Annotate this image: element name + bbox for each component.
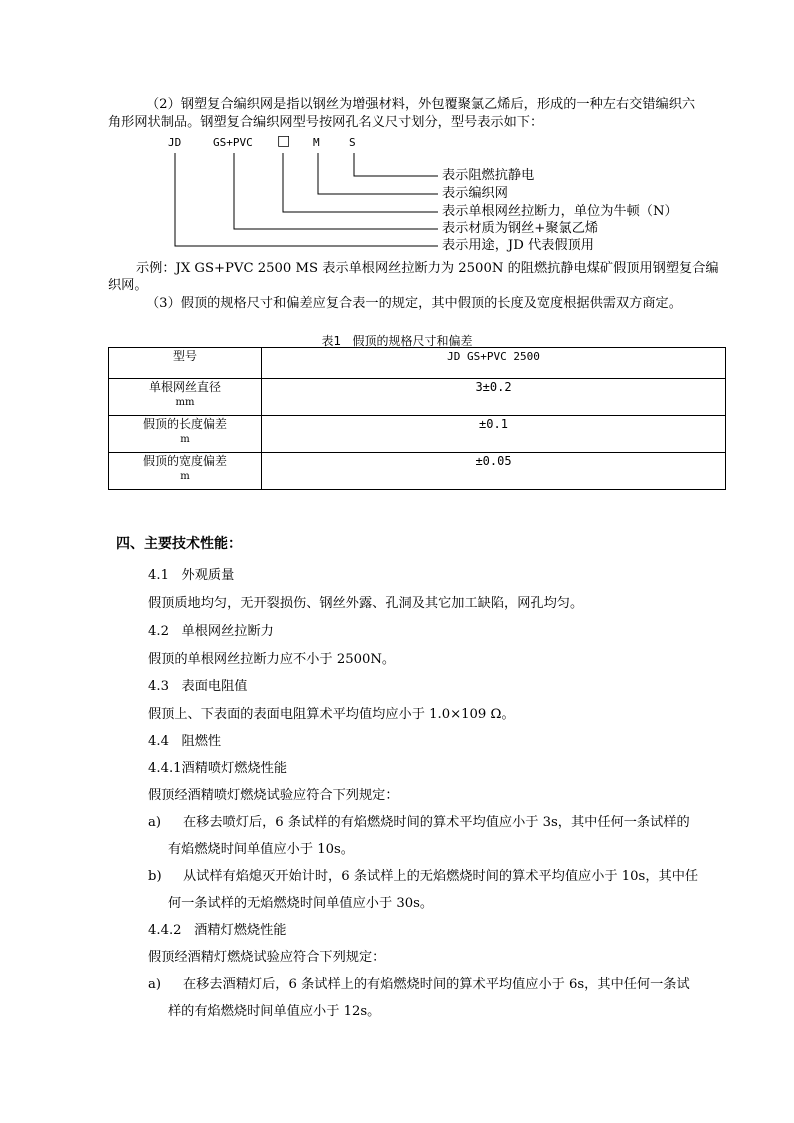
table-caption: 表1 假顶的规格尺寸和偏差 [321,334,473,348]
leader-s [354,153,438,176]
s42-title: 4.2 单根网丝拉断力 [148,624,274,639]
s441-a-marker: a) [148,815,162,830]
section-4-title: 四、主要技术性能： [116,536,242,552]
model-code-size-box: □ [277,133,291,149]
model-code-material: GS+PVC [213,136,253,149]
s441-b-line-2: 何一条试样的无焰燃烧时间单值应小于 30s。 [168,896,434,911]
leader-m [318,153,438,194]
row-label: 假顶的长度偏差 [142,417,227,431]
s43-title: 4.3 表面电阻值 [148,679,248,694]
legend-m: 表示编织网 [442,186,508,201]
example-line-1: 示例：JX GS+PVC 2500 MS 表示单根网丝拉断力为 2500N 的阻燃抗静电煤矿假顶用钢塑复合编 [136,261,719,276]
s441-a-line-1: 在移去喷灯后，6 条试样的有焰燃烧时间的算术平均值应小于 3s，其中任何一条试样的 [183,815,690,830]
s442-a-marker: a) [148,977,162,992]
s441-a-line-2: 有焰燃烧时间单值应小于 10s。 [168,842,354,857]
row-label: 单根网丝直径 [148,380,221,394]
s442-title: 4.4.2 酒精灯燃烧性能 [148,923,287,938]
s441-b-line-1: 从试样有焰熄灭开始计时，6 条试样上的无焰燃烧时间的算术平均值应小于 10s，其中任 [183,869,699,884]
row-value: ±0.05 [262,453,726,490]
model-code-m: M [313,136,320,149]
legend-material: 表示材质为钢丝+聚氯乙烯 [442,221,599,236]
leader-material [234,153,438,229]
item-3: （3）假顶的规格尺寸和偏差应复合表一的规定，其中假顶的长度及宽度根据供需双方商定。 [146,296,682,311]
row-value: ±0.1 [262,416,726,453]
s41-title: 4.1 外观质量 [148,568,235,583]
table-row [109,379,726,416]
row-unit: m [180,471,190,482]
example-line-2: 织网。 [108,278,148,293]
s442-a-line-2: 样的有焰燃烧时间单值应小于 12s。 [168,1004,381,1019]
row-unit: mm [175,397,195,408]
s441-b-marker: b) [148,869,162,884]
leader-box [283,153,438,212]
s441-intro: 假顶经酒精喷灯燃烧试验应符合下列规定： [148,788,399,803]
leader-jd [175,153,438,246]
s441-title: 4.4.1酒精喷灯燃烧性能 [148,761,288,776]
intro-line-2: 角形网状制品。钢塑复合编织网型号按网孔名义尺寸划分，型号表示如下： [108,115,544,130]
table-row-label-cell [109,416,262,453]
legend-jd: 表示用途，JD 代表假顶用 [442,238,594,253]
legend-s: 表示阻燃抗静电 [442,168,535,183]
s42-text: 假顶的单根网丝拉断力应不小于 2500N。 [148,652,396,667]
table-row [109,453,726,490]
s442-a-line-1: 在移去酒精灯后，6 条试样上的有焰燃烧时间的算术平均值应小于 6s，其中任何一条试 [183,977,690,992]
row-label: 假顶的宽度偏差 [142,454,227,468]
table-header-value: JD GS+PVC 2500 [262,348,726,379]
legend-box: 表示单根网丝拉断力，单位为牛顿（N） [442,204,678,219]
s442-intro: 假顶经酒精灯燃烧试验应符合下列规定： [148,950,386,965]
table-header-row [109,348,726,379]
s43-text: 假顶上、下表面的表面电阻算术平均值均应小于 1.0×109 Ω。 [148,707,515,722]
table-row-label-cell [109,453,262,490]
model-code-s: S [349,136,356,149]
spec-table [108,347,726,490]
row-value: 3±0.2 [262,379,726,416]
s41-text: 假顶质地均匀，无开裂损伤、钢丝外露、孔洞及其它加工缺陷，网孔均匀。 [148,596,584,611]
table-header-label: 型号 [109,348,262,379]
model-code-jd: JD [168,136,182,149]
intro-line-1: （2）钢塑复合编织网是指以钢丝为增强材料，外包覆聚氯乙烯后，形成的一种左右交错编织六 [146,97,696,112]
table-row-label-cell [109,379,262,416]
model-code-diagram [0,0,794,300]
s44-title: 4.4 阻燃性 [148,734,222,749]
table-row [109,416,726,453]
row-unit: m [180,434,190,445]
